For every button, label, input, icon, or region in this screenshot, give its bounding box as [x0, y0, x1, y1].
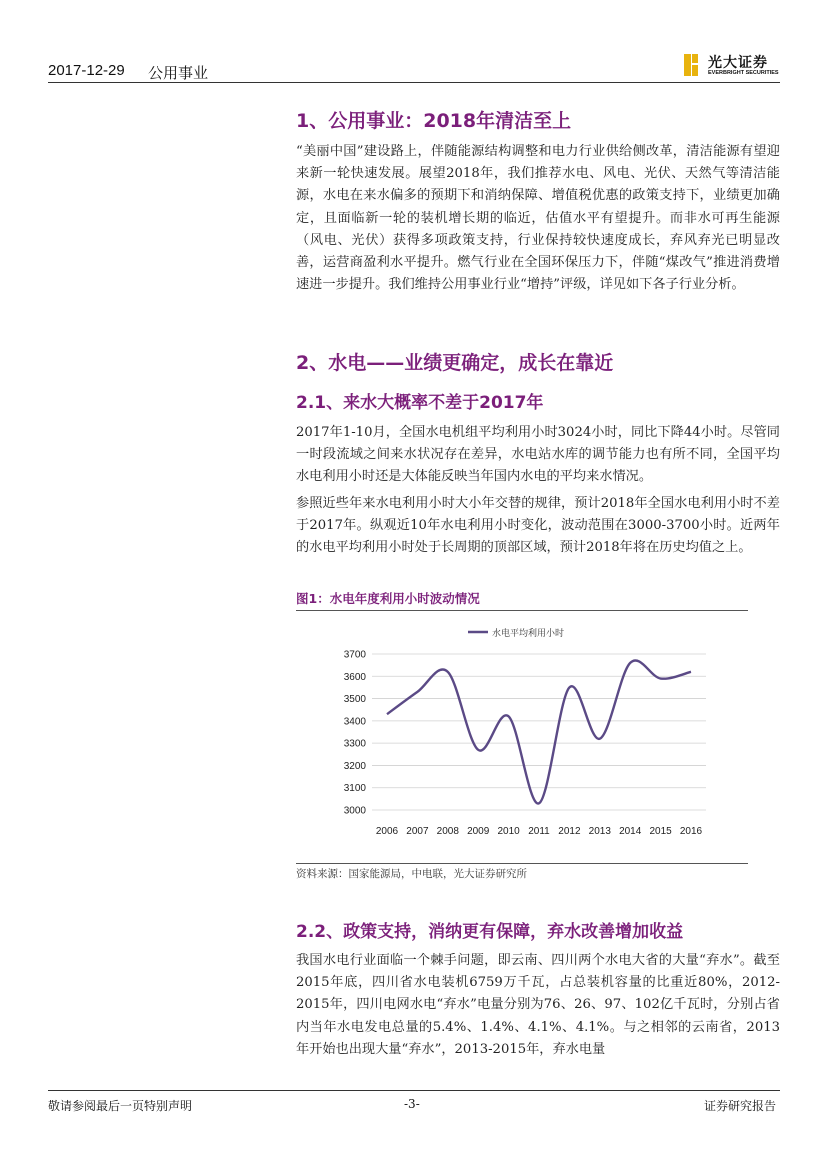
- chart-legend: [468, 627, 564, 639]
- figure-top-rule: [296, 610, 748, 611]
- y-tick-label: 3000: [343, 805, 366, 817]
- everbright-logo: [684, 52, 784, 82]
- x-tick-label: 2012: [558, 826, 581, 837]
- figure-bottom-rule: [296, 863, 748, 864]
- figure1-source: 资料来源：国家能源局，中电联，光大证券研究所: [296, 868, 527, 880]
- x-tick-label: 2016: [679, 826, 703, 837]
- x-tick-label: 2011: [528, 826, 550, 837]
- hydro-hours-chart: [296, 612, 748, 864]
- section1-heading: 1、公用事业：2018年清洁至上: [296, 110, 572, 132]
- y-tick-label: 3300: [343, 738, 366, 750]
- y-tick-label: 3200: [343, 760, 366, 772]
- footer-disclaimer: 敬请参阅最后一页特别声明: [48, 1099, 193, 1113]
- x-tick-label: 2014: [619, 826, 642, 837]
- footer-divider: [48, 1090, 780, 1091]
- logo-mark-icon: [684, 54, 702, 76]
- x-tick-label: 2013: [588, 826, 611, 837]
- header-divider: [48, 82, 780, 83]
- section22-heading: 2.2、政策支持，消纳更有保障，弃水改善增加收益: [296, 922, 684, 942]
- x-tick-label: 2015: [649, 826, 672, 837]
- section21-heading: 2.1、来水大概率不差于2017年: [296, 393, 544, 413]
- y-tick-label: 3100: [343, 783, 366, 795]
- section21-para1: 2017年1-10月，全国水电机组平均利用小时3024小时，同比下降44小时。尽管同一时段流域之间来水状况存在差异，水电站水库的调节能力也有所不同，全国平均水电利用小时还是大体能反映当年国内水电的平均来水情况。: [296, 425, 780, 485]
- x-axis-ticks: [376, 826, 703, 837]
- section1-body: “美丽中国”建设路上，伴随能源结构调整和电力行业供给侧改革，清洁能源有望迎来新一轮快速发展。展望2018年，我们推荐水电、风电、光伏、天然气等清洁能源，水电在来水偏多的预期下和消纳保障、增值税优惠的政策支持下，业绩更加确定，且面临新一轮的装机增长期的临近，估值水平有望提升。而非水可再生能源（风电、光伏）获得多项政策支持，行业保持较快速度成长，弃风弃光已明显改善，运营商盈利水平提升。燃气行业在全国环保压力下，伴随“煤改气”推进消费增速进一步提升。我们维持公用事业行业“增持”评级，详见如下各子行业分析。: [296, 144, 780, 293]
- figure1-title: 图1：水电年度利用小时波动情况: [296, 591, 480, 606]
- y-tick-label: 3400: [343, 716, 366, 728]
- section22-body: 我国水电行业面临一个棘手问题，即云南、四川两个水电大省的大量“弃水”。截至2015年底，四川省水电装机6759万千瓦，占总装机容量的比重近80%，2012-2015年，四川电网水电“弃水”电量分别为76、26、97、102亿千瓦时，分别占省内当年水电发电总量的5.4%、1.4%、4.1%、4.1%。与之相邻的云南省，2013年开始也出现大量“弃水”，2013-2015年，弃水电量: [296, 953, 780, 1057]
- footer-report-type: 证券研究报告: [704, 1099, 777, 1113]
- x-tick-label: 2009: [467, 826, 490, 837]
- series-line-hydro-hours: [387, 660, 691, 803]
- logo-english-name: EVERBRIGHT SECURITIES: [708, 70, 779, 76]
- section2-heading: 2、水电——业绩更确定，成长在靠近: [296, 352, 614, 374]
- y-tick-label: 3700: [343, 649, 366, 661]
- legend-label: 水电平均利用小时: [492, 629, 565, 639]
- section21-para2: 参照近些年来水电利用小时大小年交替的规律，预计2018年全国水电利用小时不差于2017年。纵观近10年水电利用小时变化，波动范围在3000-3700小时。近两年的水电平均利用小时处于长周期的顶部区域，预计2018年将在历史均值之上。: [296, 496, 780, 556]
- x-tick-label: 2007: [406, 826, 429, 837]
- y-axis-ticks: [344, 650, 367, 817]
- page-header: [48, 52, 780, 84]
- x-tick-label: 2010: [497, 826, 520, 837]
- y-tick-label: 3600: [343, 671, 366, 683]
- y-tick-label: 3500: [343, 694, 366, 706]
- report-date: 2017-12-29: [48, 62, 125, 79]
- logo-chinese-name: 光大证券: [708, 55, 768, 71]
- page-number: -3-: [404, 1097, 420, 1111]
- x-tick-label: 2008: [436, 826, 459, 837]
- report-sector: 公用事业: [148, 64, 209, 82]
- x-tick-label: 2006: [375, 826, 399, 837]
